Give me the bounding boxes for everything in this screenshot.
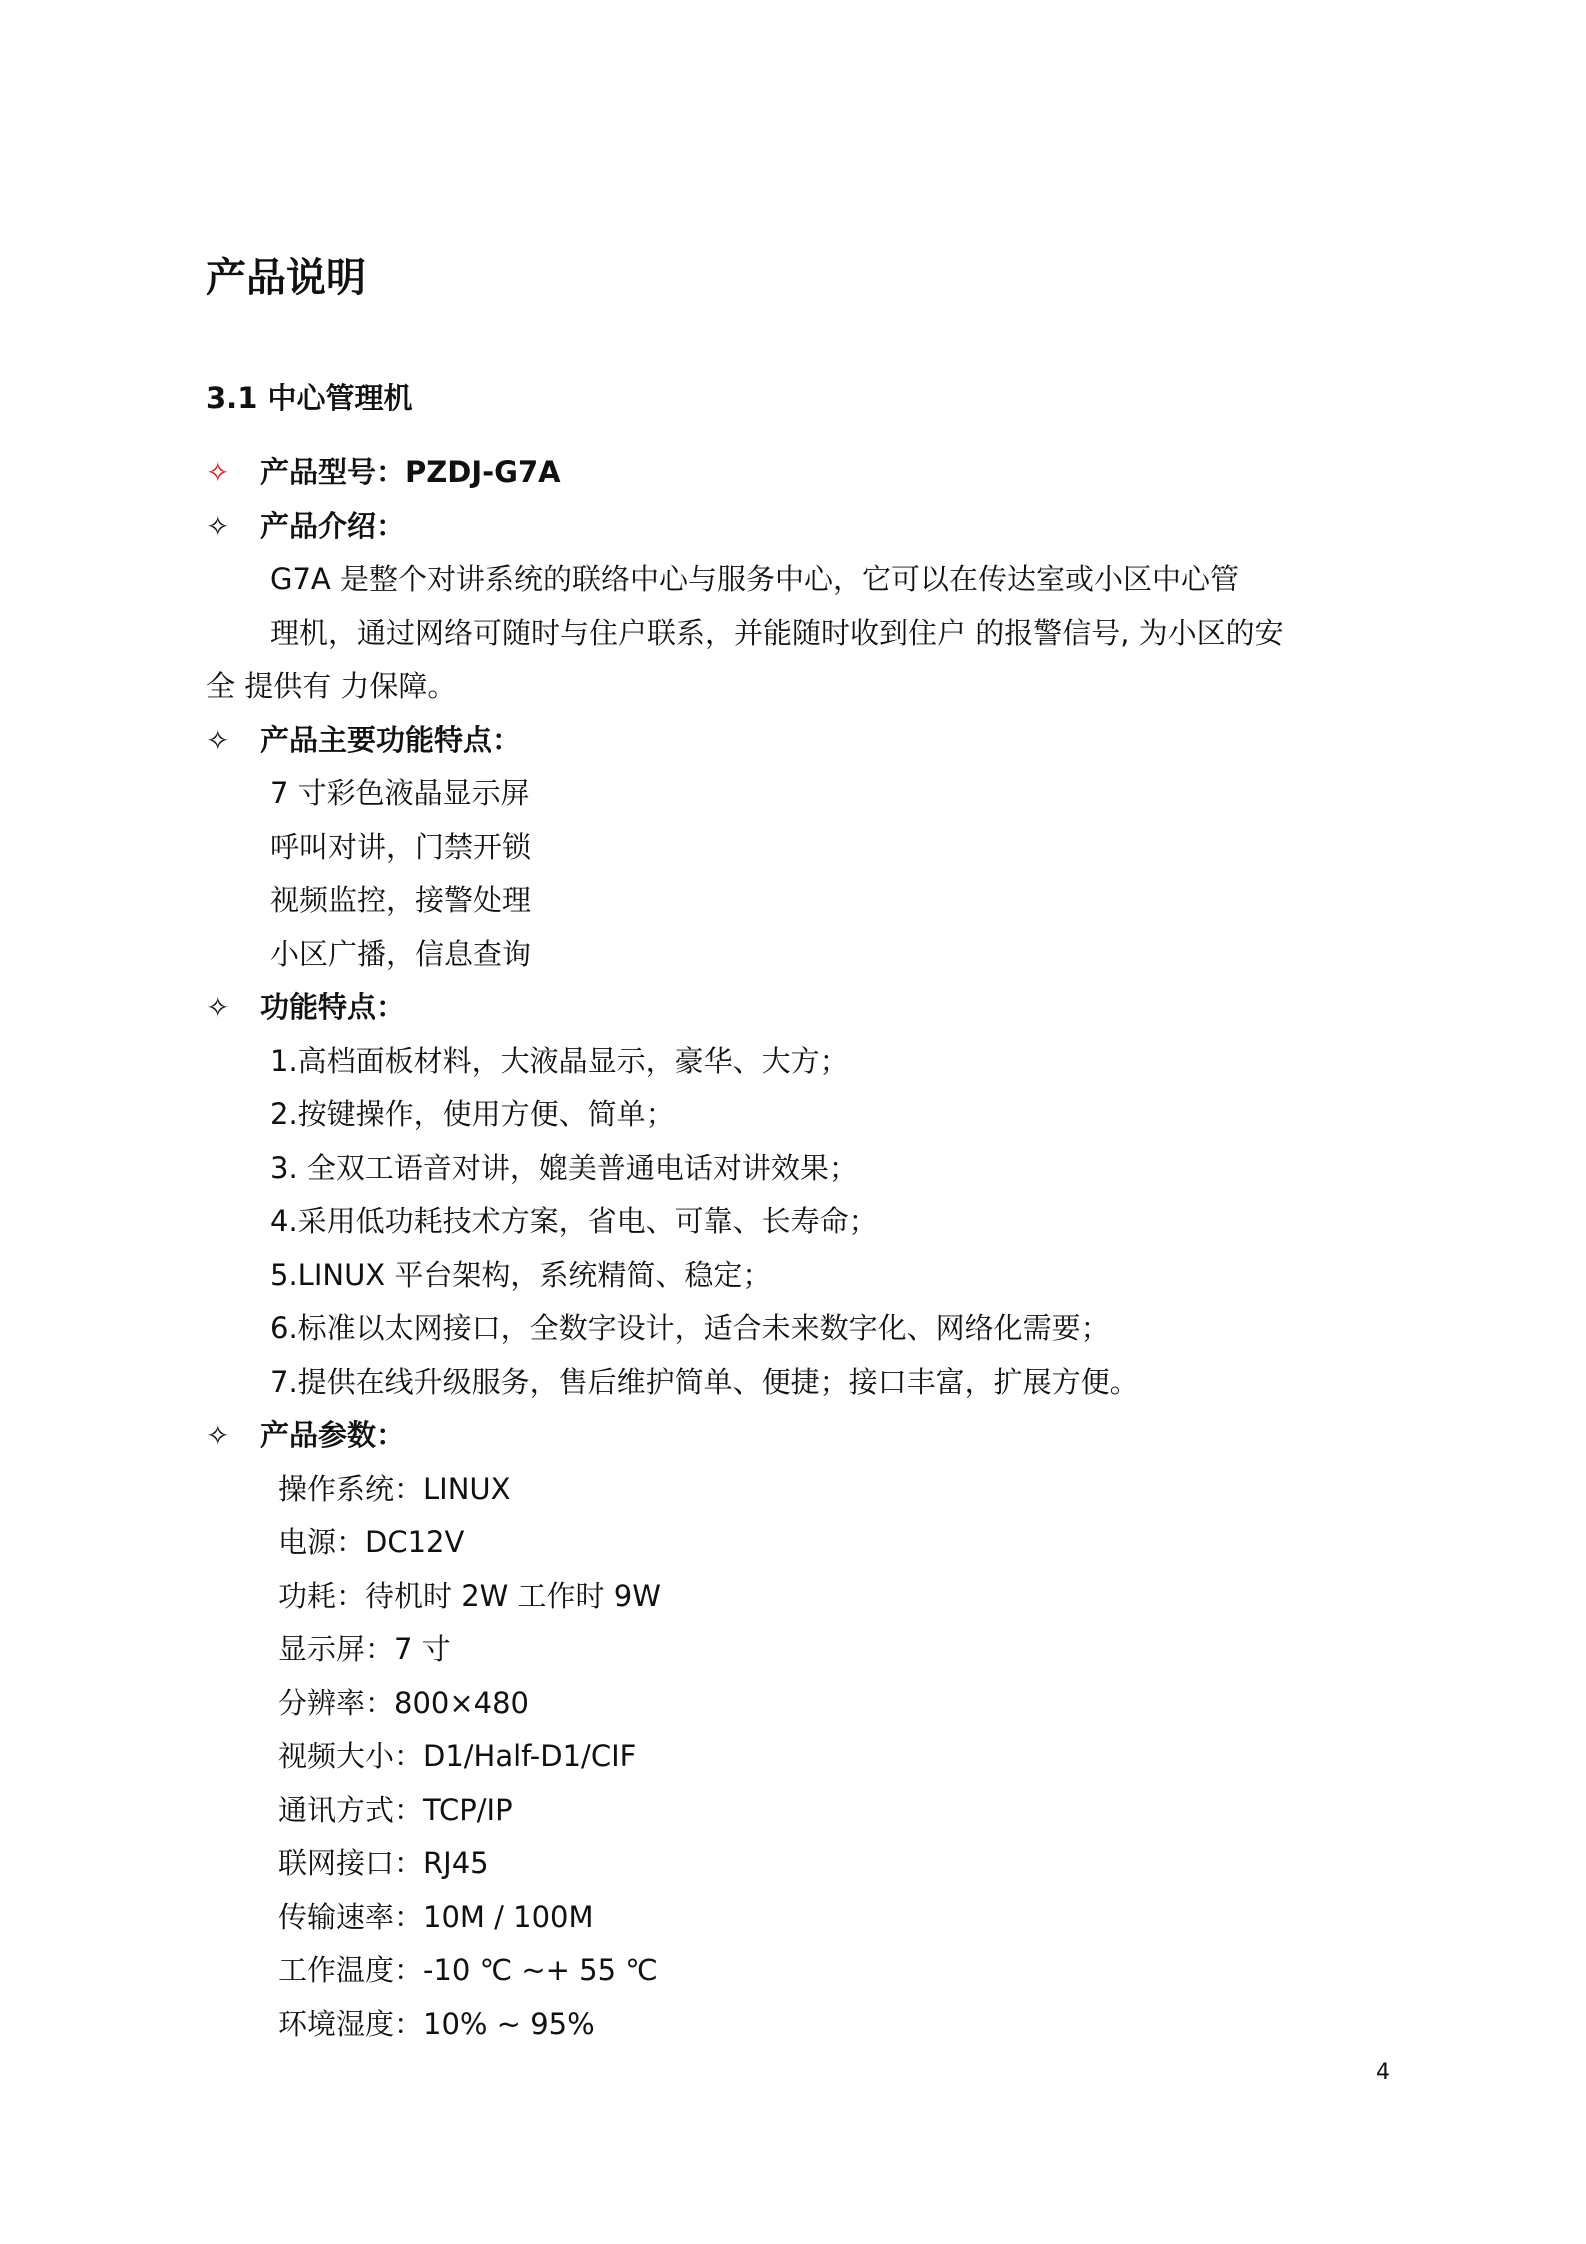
- intro-line: 理机，通过网络可随时与住户联系，并能随时收到住户 的报警信号, 为小区的安: [270, 615, 1284, 650]
- main-features-heading: 产品主要功能特点：: [260, 722, 522, 757]
- param-item: 工作温度：-10 ℃ ~+ 55 ℃: [278, 1953, 658, 1987]
- param-item: 环境湿度：10% ~ 95%: [278, 2006, 595, 2041]
- param-item: 显示屏：7 寸: [278, 1632, 451, 1666]
- params-heading: 产品参数：: [260, 1418, 406, 1452]
- param-item: 操作系统：LINUX: [278, 1471, 511, 1506]
- param-item: 传输速率：10M / 100M: [278, 1899, 594, 1934]
- param-item: 视频大小：D1/Half-D1/CIF: [278, 1739, 637, 1773]
- four-pointed-star-icon: ✧: [206, 723, 230, 757]
- intro-line: G7A 是整个对讲系统的联络中心与服务中心，它可以在传达室或小区中心管: [270, 562, 1239, 596]
- feature-item: 6.标准以太网接口，全数字设计，适合未来数字化、网络化需要；: [270, 1311, 1110, 1345]
- feature-item: 2.按键操作，使用方便、简单；: [270, 1097, 675, 1131]
- intro-line: 全 提供有 力保障。: [206, 669, 457, 703]
- feature-item: 4.采用低功耗技术方案，省电、可靠、长寿命；: [270, 1204, 878, 1238]
- four-pointed-star-icon: ✧: [206, 1419, 230, 1452]
- section-heading: 3.1 中心管理机: [206, 381, 413, 415]
- param-item: 功耗：待机时 2W 工作时 9W: [278, 1578, 661, 1613]
- param-item: 分辨率：800×480: [278, 1685, 530, 1720]
- feature-item: 7.提供在线升级服务，售后维护简单、便捷；接口丰富，扩展方便。: [270, 1364, 1139, 1399]
- main-feature-item: 小区广播，信息查询: [270, 936, 532, 971]
- page-title: 产品说明: [206, 255, 366, 301]
- four-pointed-star-icon: ✧: [206, 456, 230, 489]
- bullet-intro: [206, 500, 1406, 554]
- features-heading: 功能特点：: [260, 990, 406, 1024]
- four-pointed-star-icon: ✧: [206, 991, 230, 1024]
- four-pointed-star-icon: ✧: [206, 509, 230, 543]
- feature-item: 1.高档面板材料，大液晶显示，豪华、大方；: [270, 1043, 849, 1078]
- bullet-params: [206, 1409, 1406, 1463]
- bullet-features: [206, 981, 1406, 1035]
- document-body: [206, 446, 1406, 2051]
- param-item: 联网接口：RJ45: [278, 1846, 489, 1880]
- intro-heading: 产品介绍：: [260, 508, 406, 543]
- param-item: 通讯方式：TCP/IP: [278, 1792, 513, 1827]
- main-feature-item: 7 寸彩色液晶显示屏: [270, 776, 530, 810]
- model-label: 产品型号：PZDJ-G7A: [260, 455, 561, 489]
- main-feature-item: 呼叫对讲，门禁开锁: [270, 829, 532, 864]
- main-feature-item: 视频监控，接警处理: [270, 883, 532, 917]
- bullet-main-features: [206, 714, 1406, 768]
- feature-item: 5.LINUX 平台架构，系统精简、稳定；: [270, 1257, 772, 1292]
- page-number: 4: [1376, 2060, 1390, 2085]
- feature-item: 3. 全双工语音对讲，媲美普通电话对讲效果；: [270, 1150, 858, 1185]
- bullet-model: [206, 446, 1406, 500]
- param-item: 电源：DC12V: [278, 1525, 465, 1559]
